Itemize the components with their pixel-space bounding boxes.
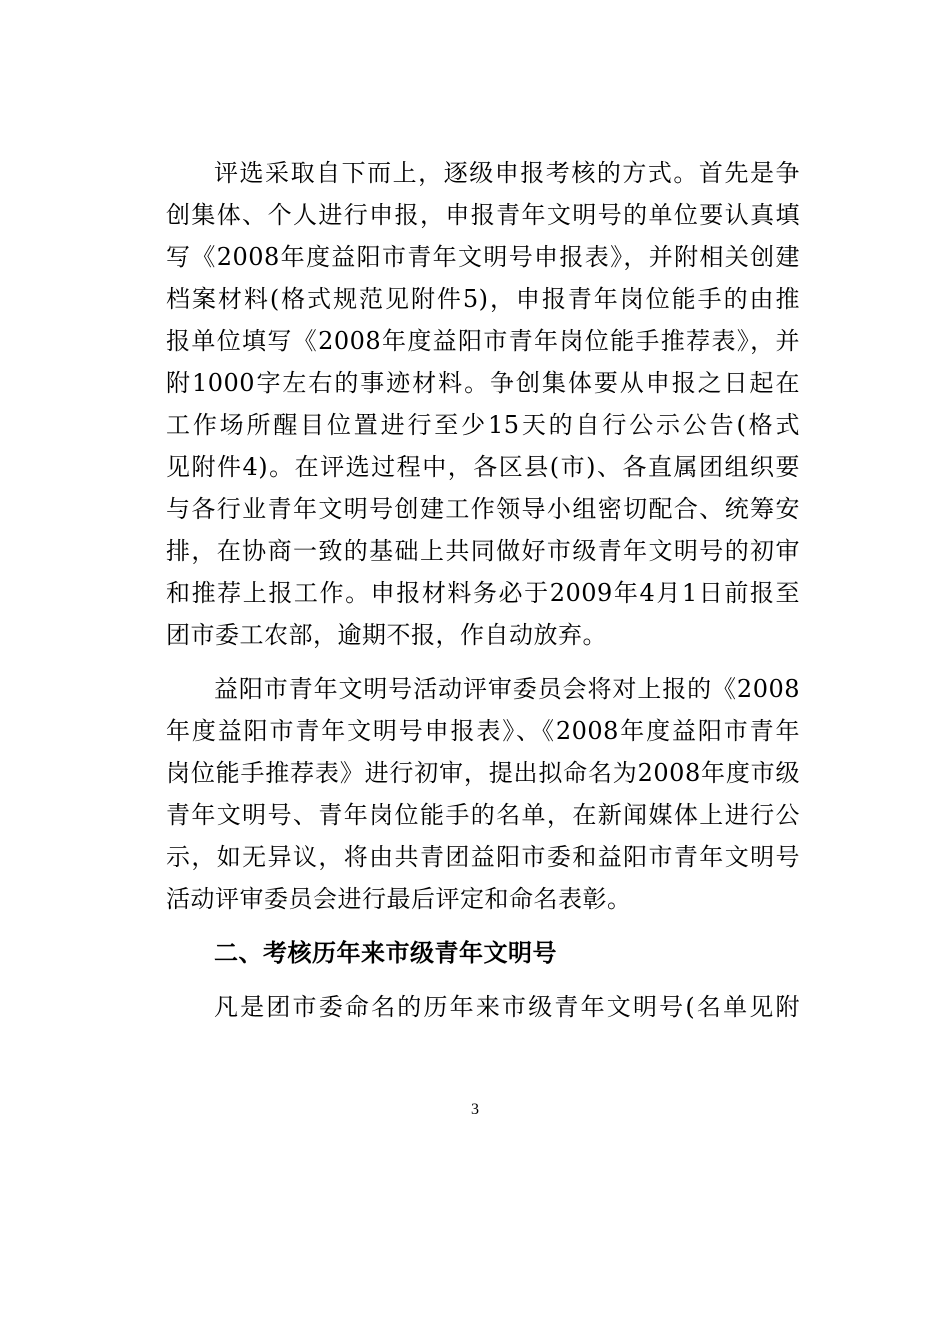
- text-line: 评选采取自下而上，逐级申报考核的方式。首先是争: [214, 159, 800, 187]
- text-line: 凡是团市委命名的历年来市级青年文明号(名单见附: [214, 993, 800, 1021]
- text-line: 和推荐上报工作。申报材料务必于2009年4月1日前报至: [166, 579, 800, 607]
- text-line: 报单位填写《2008年度益阳市青年岗位能手推荐表》，并: [166, 327, 800, 355]
- text-line: 与各行业青年文明号创建工作领导小组密切配合、统筹安: [166, 495, 800, 523]
- paragraph-spacer: [166, 920, 800, 932]
- text-line: 青年文明号、青年岗位能手的名单，在新闻媒体上进行公: [166, 801, 800, 829]
- text-line: 岗位能手推荐表》进行初审，提出拟命名为2008年度市级: [166, 759, 800, 787]
- text-line: 示，如无异议，将由共青团益阳市委和益阳市青年文明号: [166, 843, 800, 871]
- text-line: 团市委工农部，逾期不报，作自动放弃。: [166, 621, 607, 649]
- text-line: 益阳市青年文明号活动评审委员会将对上报的《2008: [214, 675, 800, 703]
- text-line: 创集体、个人进行申报，申报青年文明号的单位要认真填: [166, 201, 800, 229]
- text-line: 见附件4)。在评选过程中，各区县(市)、各直属团组织要: [166, 453, 800, 481]
- text-line: 排，在协商一致的基础上共同做好市级青年文明号的初审: [166, 537, 800, 565]
- page-body: [166, 152, 800, 1028]
- text-line: 写《2008年度益阳市青年文明号申报表》，并附相关创建: [166, 243, 800, 271]
- paragraph-review-committee: [166, 668, 800, 920]
- paragraph-spacer: [166, 656, 800, 668]
- paragraph-evaluation-method: [166, 152, 800, 656]
- section-heading: 二、考核历年来市级青年文明号: [214, 939, 557, 967]
- paragraph-assessment: [166, 986, 800, 1028]
- text-line: 工作场所醒目位置进行至少15天的自行公示公告(格式: [166, 411, 800, 439]
- paragraph-spacer: [166, 974, 800, 986]
- text-line: 活动评审委员会进行最后评定和命名表彰。: [166, 885, 632, 913]
- text-line: 附1000字左右的事迹材料。争创集体要从申报之日起在: [166, 369, 800, 397]
- text-line: 年度益阳市青年文明号申报表》、《2008年度益阳市青年: [166, 717, 800, 745]
- page-number: 3: [471, 1101, 479, 1118]
- text-line: 档案材料(格式规范见附件5)，申报青年岗位能手的由推: [166, 285, 800, 313]
